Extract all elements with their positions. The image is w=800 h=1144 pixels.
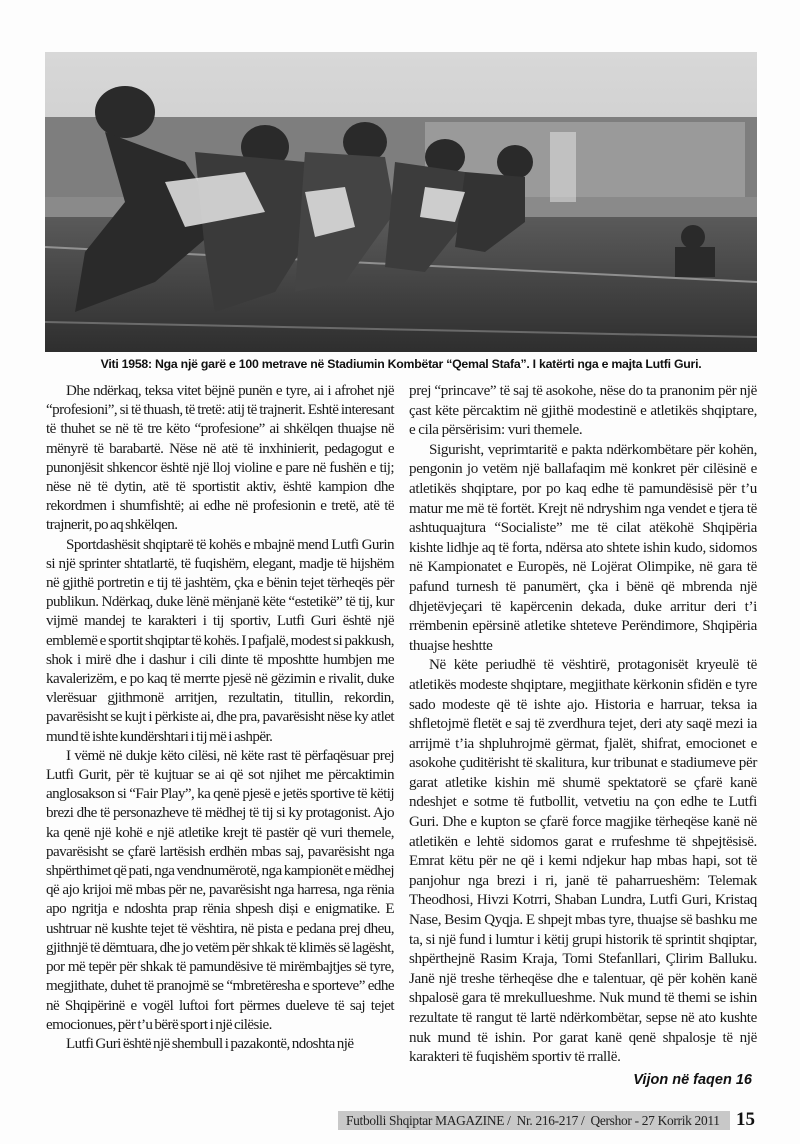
issue-date: Qershor - 27 Korrik 2011 xyxy=(590,1113,720,1128)
paragraph: I vëmë në dukje këto cilësi, në këte rast të përfaqësuar prej Lutfi Gurit, për të kujtuar se ai që sot njihet me përcaktimin anglosakson si “Fair Play”, ka qenë pjesë e jetës sportive të këtij brezi dhe të personazheve të mëdhej të tij si ky protagonist. Ajo ka qenë një kohë e një atletike krejt të pastër që vuri themele, pavarësisht se çfarë lartësish erdhën mbas saj, pavarësisht nga shpërthimet që pati, nga vendnumërotë, nga kampionët e mëdhej që ajo krijoi më mbas për ne, pavarësisht nga harresa, nga rënia apo ngritja e ndoshta prap rënia shpesh diși e enigmatike. E ushtruar në kushte tejet të vështira, në pista e pedana prej dheu, gjithnjë të dëmtuara, dhe jo vetëm për shkak të klimës së lagësht, por më tepër për shkak të pamundësive të mirëmbajtjes së tyre, megjithate, duhet të pranojmë se “mbretëresha e sporteve” edhe në Shqipërinë e vogël luftoi fort përmes dueleve të saj tejet emocionues, për t’u bërë sport i një cilësie. xyxy=(46,747,394,1033)
paragraph: Dhe ndërkaq, teksa vitet bëjnë punën e tyre, ai i afrohet një “profesioni”, si të thuash, të tretë: atij të trajnerit. Eshtë interesant të thuhet se në të tre këto “profesione” ai shkëlqen thuajse në mënyrë të barabartë. Nëse në atë të inxhinierit, pedagogut e punonjësit shkencor është një lloj violine e pare në fushën e tij; nëse në të dytin, atë të sportistit aktiv, është kampion dhe rekordmen i shumfishtë; ai edhe në profesionin e tretë, atë të trajnerit, po aq shkëlqen. xyxy=(46,383,394,534)
sprinters-photo-illustration xyxy=(45,52,757,352)
publication-name: Futbolli Shqiptar MAGAZINE xyxy=(346,1113,505,1128)
paragraph: Në këte periudhë të vështirë, protagonisët kryeulë të atletikës modeste shqiptare, megjithate kërkonin sfidën e tyre sado modeste që të ishte ajo. Historia e harruar, teksa ia shfletojmë fletët e saj të zverdhura tejet, deri aty saqë mezi ia arrijmë t’ia shpluhrojmë gërmat, fjalët, shifrat, emocionet e asokohe çuditërisht të skalitura, kur tribunat e stadiumeve për garat atletike kishin më shumë spektatorë se çfarë kanë ndeshjet e sotme të futbollit, vetvetiu na çon edhe te Lutfi Guri. Dhe e kupton se çfarë force magjike tërheqëse kanë në atletikën e lehtë sidomos garat e rrufeshme të shpejtësisë. Emrat këtu për ne që i kemi ndjekur hap mbas hapi, sot të panjohur nga brezi i ri, janë të paharrueshëm: Telemak Theodhosi, Hivzi Kotrri, Shaban Lundra, Lutfi Guri, Kristaq Nase, Besim Qyqja. E shpejt mbas tyre, thuajse së bashku me ta, si një fund i lumtur i këtij grupi historik të sprintit shqiptar, shpërthejnë Rasim Kraja, Tomi Stefanllari, Çlirim Balluku. Janë një treshe tërheqëse dhe e talentuar, që për kohën kanë shpalosë gara të mrekullueshme. Nuk mund të themi se ishin rezultate të rangut të lartë ndërkombëtar, sepse në ato kushte nuk mund të ishin. Por garat kanë qenë shpalosje të një karakteri të fuqishëm sportiv të rrallë. xyxy=(409,657,757,1066)
separator: / xyxy=(581,1113,585,1128)
paragraph: Sigurisht, veprimtaritë e pakta ndërkombëtare për kohën, pengonin jo vetëm një ballafaqim më konkret për cilësinë e atletikës shqiptare, por po kaq edhe të pamundësisë për t’u matur me më të fortët. Krejt në ndryshim nga vendet e tjera të ashtuquajtura “Socialiste” me të cilat atëkohë Shqipëria kishte lidhje aq të forta, ndërsa ato shtete ishin kudo, sidomos në Kampionatet e Europës, në Lojërat Olimpike, në gara të pafund turnesh të panumërt, çka i bënë që mbrenda një dhjetëvjeçari të kapërcenin dekada, duke arritur deri t’i rrëmbenin epërsinë atletike shteteve Perëndimore, Shqipëria thuajse heshtte xyxy=(409,441,757,654)
paragraph: Sportdashësit shqiptarë të kohës e mbajnë mend Lutfi Gurin si një sprinter shtatlartë, të fuqishëm, elegant, madje të hijshëm në gjithë portretin e tij të jashtëm, çka e bënin tejet tërheqës për publikun. Ndërkaq, duke lënë mënjanë këte “estetikë” të tij, kur vijmë mandej te karakteri i tij sportiv, Lutfi Guri është një emblemë e sportit shqiptar të kohës. I pafjalë, modest si pakkush, shok i mirë dhe i dashur i cili dinte të mposhtte humbjen me kavalerizëm, e po kaq të merrte pjesë në gëzimin e rivalit, duke vlerësuar gjithmonë arritjen, rezultatin, titullin, rekordin, pavarësisht se kujt i përkiste ai, dhe pra, pavarësisht nëse ky atlet mund të ishte kundërshtari i tij më i ashpër. xyxy=(46,536,394,745)
separator: / xyxy=(507,1113,511,1128)
footer-publication-bar xyxy=(338,1111,730,1130)
paragraph-continued: prej “princave” të saj të asokohe, nëse do ta pranonim për një çast këte përcaktim në gjithë modestinë e atletikës shqiptare, e cila përsërisim: vuri themele. xyxy=(409,383,757,439)
paragraph: Lutfi Guri është një shembull i pazakontë, ndoshta një xyxy=(66,1035,354,1052)
continued-on-page-link[interactable]: Vijon në faqen 16 xyxy=(633,1072,752,1088)
race-photo xyxy=(45,52,757,352)
article-left-column xyxy=(46,382,394,1054)
photo-caption: Viti 1958: Nga një garë e 100 metrave në Stadiumin Kombëtar “Qemal Stafa”. I katërti nga e majta Lutfi Guri. xyxy=(100,357,702,371)
issue-number: Nr. 216-217 xyxy=(516,1113,578,1128)
page-number: 15 xyxy=(736,1109,755,1130)
article-right-column xyxy=(409,382,757,1068)
